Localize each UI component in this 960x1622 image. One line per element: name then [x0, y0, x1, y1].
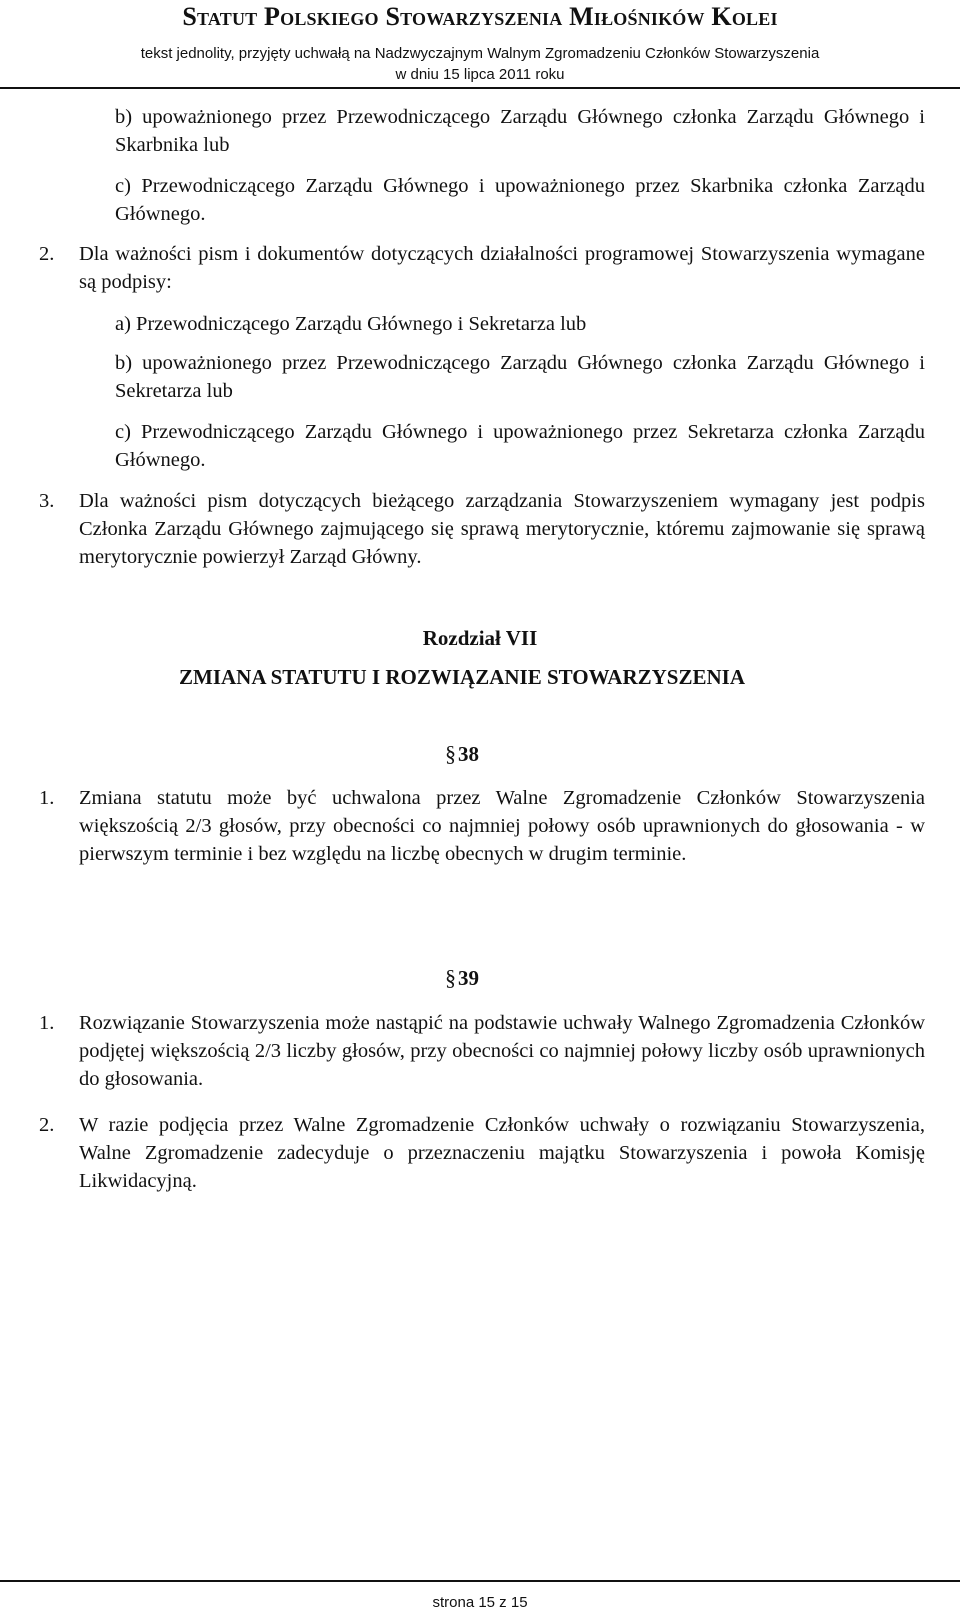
paragraph-2c: c) Przewodniczącego Zarządu Głównego i upoważnionego przez Sekretarza członka Zarządu Głównego.	[115, 421, 925, 471]
document-title: Statut Polskiego Stowarzyszenia Miłośników Kolei	[182, 2, 778, 31]
page-number: strona 15 z 15	[432, 1594, 528, 1611]
paragraph-1c: c) Przewodniczącego Zarządu Głównego i upoważnionego przez Skarbnika członka Zarządu Głównego.	[115, 175, 925, 225]
section-symbol: §	[445, 965, 456, 990]
section-number: 38	[458, 742, 479, 766]
footer-divider	[0, 1580, 960, 1582]
paragraph-2b: b) upoważnionego przez Przewodniczącego Zarządu Głównego członka Zarządu Głównego i Sekretarza lub	[115, 352, 925, 402]
item-number-39-2: 2.	[39, 1114, 55, 1136]
chapter-heading: Rozdział VII	[422, 626, 538, 650]
item-number-39-1: 1.	[39, 1012, 55, 1034]
chapter-title: ZMIANA STATUTU I ROZWIĄZANIE STOWARZYSZENIA	[179, 665, 745, 689]
section-number: 39	[458, 966, 479, 990]
section-symbol: §	[445, 741, 456, 766]
item-number-2: 2.	[39, 243, 55, 265]
paragraph-3: Dla ważności pism dotyczących bieżącego zarządzania Stowarzyszeniem wymagany jest podpis Członka Zarządu Głównego zajmującego się sprawą merytorycznie, któremu zajmowanie się sprawą merytorycznie powierzył Zarząd Główny.	[79, 490, 925, 568]
section-39-heading	[445, 965, 479, 991]
item-number-38-1: 1.	[39, 787, 55, 809]
section-38-heading	[445, 741, 479, 767]
page-header	[0, 0, 960, 89]
paragraph-2: Dla ważności pism i dokumentów dotyczących działalności programowej Stowarzyszenia wymagane są podpisy:	[79, 243, 925, 293]
item-number-3: 3.	[39, 490, 55, 512]
document-date: w dniu 15 lipca 2011 roku	[395, 66, 565, 83]
paragraph-38-1: Zmiana statutu może być uchwalona przez Walne Zgromadzenie Członków Stowarzyszenia większością 2/3 głosów, przy obecności co najmniej połowy osób uprawnionych do głosowania - w pierwszym terminie i bez względu na liczbę obecnych w drugim terminie.	[79, 787, 925, 865]
paragraph-1b: b) upoważnionego przez Przewodniczącego Zarządu Głównego członka Zarządu Głównego i Skarbnika lub	[115, 106, 925, 156]
paragraph-39-1: Rozwiązanie Stowarzyszenia może nastąpić na podstawie uchwały Walnego Zgromadzenia Członków podjętej większością 2/3 liczby głosów, przy obecności co najmniej połowy liczby osób uprawnionych do głosowania.	[79, 1012, 925, 1090]
paragraph-2a: a) Przewodniczącego Zarządu Głównego i Sekretarza lub	[115, 313, 587, 335]
document-subtitle: tekst jednolity, przyjęty uchwałą na Nadzwyczajnym Walnym Zgromadzeniu Członków Stowarzyszenia	[140, 45, 820, 62]
paragraph-39-2: W razie podjęcia przez Walne Zgromadzenie Członków uchwały o rozwiązaniu Stowarzyszenia, Walne Zgromadzenie zadecyduje o przeznaczeniu majątku Stowarzyszenia i powoła Komisję Likwidacyjną.	[79, 1114, 925, 1192]
